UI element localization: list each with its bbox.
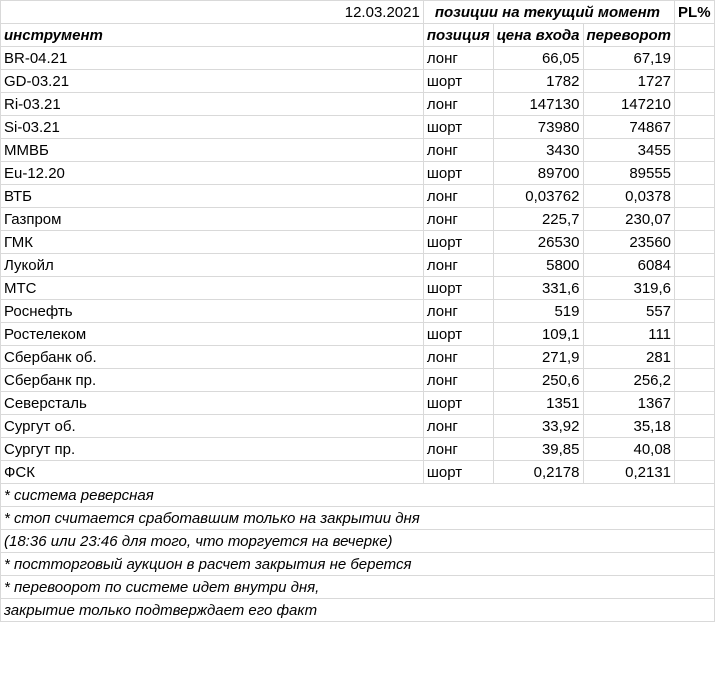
pl-cell[interactable] bbox=[675, 323, 715, 346]
instrument-cell[interactable]: Газпром bbox=[1, 208, 424, 231]
empty-cell[interactable] bbox=[675, 530, 715, 553]
table-row bbox=[1, 346, 715, 369]
table-row bbox=[1, 93, 715, 116]
flip-cell[interactable]: 23560 bbox=[583, 231, 675, 254]
table-row bbox=[1, 47, 715, 70]
position-cell[interactable]: лонг bbox=[423, 346, 493, 369]
position-cell[interactable]: шорт bbox=[423, 277, 493, 300]
table-row bbox=[1, 415, 715, 438]
col-pl-empty[interactable] bbox=[675, 24, 715, 47]
note-text[interactable]: * стоп считается сработавшим только на закрытии дня bbox=[1, 507, 424, 530]
pl-cell[interactable] bbox=[675, 438, 715, 461]
note-text[interactable]: (18:36 или 23:46 для того, что торгуется на вечерке) bbox=[1, 530, 424, 553]
position-cell[interactable]: лонг bbox=[423, 208, 493, 231]
empty-cell[interactable] bbox=[583, 576, 675, 599]
pl-header-cell[interactable]: PL% bbox=[675, 1, 715, 24]
position-cell[interactable]: лонг bbox=[423, 185, 493, 208]
empty-cell[interactable] bbox=[493, 553, 583, 576]
empty-cell[interactable] bbox=[675, 576, 715, 599]
flip-cell[interactable]: 40,08 bbox=[583, 438, 675, 461]
table-row bbox=[1, 139, 715, 162]
position-cell[interactable]: лонг bbox=[423, 438, 493, 461]
pl-cell[interactable] bbox=[675, 47, 715, 70]
table-row bbox=[1, 392, 715, 415]
note-text[interactable]: * система реверсная bbox=[1, 484, 424, 507]
instrument-cell[interactable]: Ростелеком bbox=[1, 323, 424, 346]
table-row bbox=[1, 277, 715, 300]
flip-cell[interactable]: 67,19 bbox=[583, 47, 675, 70]
note-text[interactable]: * постторговый аукцион в расчет закрытия не берется bbox=[1, 553, 424, 576]
flip-cell[interactable]: 0,0378 bbox=[583, 185, 675, 208]
pl-cell[interactable] bbox=[675, 415, 715, 438]
instrument-cell[interactable]: Северсталь bbox=[1, 392, 424, 415]
flip-cell[interactable]: 256,2 bbox=[583, 369, 675, 392]
pl-cell[interactable] bbox=[675, 139, 715, 162]
flip-cell[interactable]: 0,2131 bbox=[583, 461, 675, 484]
empty-cell[interactable] bbox=[675, 507, 715, 530]
position-cell[interactable]: шорт bbox=[423, 116, 493, 139]
position-cell[interactable]: шорт bbox=[423, 461, 493, 484]
empty-cell[interactable] bbox=[583, 530, 675, 553]
empty-cell[interactable] bbox=[423, 507, 493, 530]
empty-cell[interactable] bbox=[423, 599, 493, 622]
empty-cell[interactable] bbox=[493, 599, 583, 622]
empty-cell[interactable] bbox=[493, 507, 583, 530]
entry-price-cell[interactable]: 73980 bbox=[493, 116, 583, 139]
pl-cell[interactable] bbox=[675, 208, 715, 231]
flip-cell[interactable]: 281 bbox=[583, 346, 675, 369]
flip-cell[interactable]: 1367 bbox=[583, 392, 675, 415]
pl-cell[interactable] bbox=[675, 70, 715, 93]
entry-price-cell[interactable]: 109,1 bbox=[493, 323, 583, 346]
entry-price-cell[interactable]: 0,03762 bbox=[493, 185, 583, 208]
instrument-cell[interactable]: Сбербанк об. bbox=[1, 346, 424, 369]
entry-price-cell[interactable]: 0,2178 bbox=[493, 461, 583, 484]
flip-cell[interactable]: 6084 bbox=[583, 254, 675, 277]
instrument-cell[interactable]: Сбербанк пр. bbox=[1, 369, 424, 392]
note-row bbox=[1, 530, 715, 553]
entry-price-cell[interactable]: 1782 bbox=[493, 70, 583, 93]
instrument-cell[interactable]: Роснефть bbox=[1, 300, 424, 323]
entry-price-cell[interactable]: 250,6 bbox=[493, 369, 583, 392]
flip-cell[interactable]: 74867 bbox=[583, 116, 675, 139]
flip-cell[interactable]: 1727 bbox=[583, 70, 675, 93]
entry-price-cell[interactable]: 225,7 bbox=[493, 208, 583, 231]
position-cell[interactable]: шорт bbox=[423, 323, 493, 346]
position-cell[interactable]: лонг bbox=[423, 139, 493, 162]
columns-row bbox=[1, 24, 715, 47]
table-row bbox=[1, 438, 715, 461]
pl-cell[interactable] bbox=[675, 93, 715, 116]
empty-cell[interactable] bbox=[583, 553, 675, 576]
table-row bbox=[1, 70, 715, 93]
empty-cell[interactable] bbox=[675, 599, 715, 622]
empty-cell[interactable] bbox=[493, 530, 583, 553]
pl-cell[interactable] bbox=[675, 162, 715, 185]
empty-cell[interactable] bbox=[423, 530, 493, 553]
position-cell[interactable]: лонг bbox=[423, 47, 493, 70]
instrument-cell[interactable]: Si-03.21 bbox=[1, 116, 424, 139]
flip-cell[interactable]: 3455 bbox=[583, 139, 675, 162]
position-cell[interactable]: лонг bbox=[423, 415, 493, 438]
entry-price-cell[interactable]: 66,05 bbox=[493, 47, 583, 70]
note-row bbox=[1, 507, 715, 530]
pl-cell[interactable] bbox=[675, 461, 715, 484]
position-cell[interactable]: шорт bbox=[423, 231, 493, 254]
table-row bbox=[1, 231, 715, 254]
entry-price-cell[interactable]: 271,9 bbox=[493, 346, 583, 369]
note-row bbox=[1, 484, 715, 507]
title-cell[interactable]: позиции на текущий момент bbox=[423, 1, 674, 24]
instrument-cell[interactable]: ФСК bbox=[1, 461, 424, 484]
instrument-cell[interactable]: ММВБ bbox=[1, 139, 424, 162]
flip-cell[interactable]: 557 bbox=[583, 300, 675, 323]
instrument-cell[interactable]: МТС bbox=[1, 277, 424, 300]
empty-cell[interactable] bbox=[493, 484, 583, 507]
entry-price-cell[interactable]: 33,92 bbox=[493, 415, 583, 438]
note-text[interactable]: * перевоорот по системе идет внутри дня, bbox=[1, 576, 424, 599]
pl-cell[interactable] bbox=[675, 300, 715, 323]
col-position[interactable]: позиция bbox=[423, 24, 493, 47]
position-cell[interactable]: лонг bbox=[423, 254, 493, 277]
note-text[interactable]: закрытие только подтверждает его факт bbox=[1, 599, 424, 622]
position-cell[interactable]: шорт bbox=[423, 162, 493, 185]
instrument-cell[interactable]: ВТБ bbox=[1, 185, 424, 208]
table-row bbox=[1, 208, 715, 231]
entry-price-cell[interactable]: 1351 bbox=[493, 392, 583, 415]
pl-cell[interactable] bbox=[675, 277, 715, 300]
instrument-cell[interactable]: Сургут об. bbox=[1, 415, 424, 438]
empty-cell[interactable] bbox=[583, 599, 675, 622]
table-row bbox=[1, 162, 715, 185]
note-row bbox=[1, 599, 715, 622]
empty-cell[interactable] bbox=[423, 553, 493, 576]
pl-cell[interactable] bbox=[675, 254, 715, 277]
entry-price-cell[interactable]: 5800 bbox=[493, 254, 583, 277]
pl-cell[interactable] bbox=[675, 369, 715, 392]
instrument-cell[interactable]: Лукойл bbox=[1, 254, 424, 277]
instrument-cell[interactable]: Eu-12.20 bbox=[1, 162, 424, 185]
empty-cell[interactable] bbox=[493, 576, 583, 599]
col-flip[interactable]: переворот bbox=[583, 24, 675, 47]
instrument-cell[interactable]: BR-04.21 bbox=[1, 47, 424, 70]
entry-price-cell[interactable]: 147130 bbox=[493, 93, 583, 116]
entry-price-cell[interactable]: 26530 bbox=[493, 231, 583, 254]
empty-cell[interactable] bbox=[423, 576, 493, 599]
position-cell[interactable]: шорт bbox=[423, 392, 493, 415]
instrument-cell[interactable]: Сургут пр. bbox=[1, 438, 424, 461]
empty-cell[interactable] bbox=[423, 484, 493, 507]
entry-price-cell[interactable]: 39,85 bbox=[493, 438, 583, 461]
flip-cell[interactable]: 111 bbox=[583, 323, 675, 346]
pl-cell[interactable] bbox=[675, 231, 715, 254]
entry-price-cell[interactable]: 89700 bbox=[493, 162, 583, 185]
note-row bbox=[1, 553, 715, 576]
pl-cell[interactable] bbox=[675, 346, 715, 369]
header-row bbox=[1, 1, 715, 24]
note-row bbox=[1, 576, 715, 599]
entry-price-cell[interactable]: 331,6 bbox=[493, 277, 583, 300]
pl-cell[interactable] bbox=[675, 116, 715, 139]
instrument-cell[interactable]: ГМК bbox=[1, 231, 424, 254]
date-cell[interactable]: 12.03.2021 bbox=[1, 1, 424, 24]
flip-cell[interactable]: 147210 bbox=[583, 93, 675, 116]
instrument-cell[interactable]: GD-03.21 bbox=[1, 70, 424, 93]
flip-cell[interactable]: 89555 bbox=[583, 162, 675, 185]
empty-cell[interactable] bbox=[675, 484, 715, 507]
empty-cell[interactable] bbox=[675, 553, 715, 576]
pl-cell[interactable] bbox=[675, 185, 715, 208]
pl-cell[interactable] bbox=[675, 392, 715, 415]
table-row bbox=[1, 323, 715, 346]
instrument-cell[interactable]: Ri-03.21 bbox=[1, 93, 424, 116]
position-cell[interactable]: лонг bbox=[423, 300, 493, 323]
col-entry-price[interactable]: цена входа bbox=[493, 24, 583, 47]
table-row bbox=[1, 254, 715, 277]
flip-cell[interactable]: 230,07 bbox=[583, 208, 675, 231]
table-row bbox=[1, 116, 715, 139]
col-instrument[interactable]: инструмент bbox=[1, 24, 424, 47]
position-cell[interactable]: лонг bbox=[423, 369, 493, 392]
entry-price-cell[interactable]: 3430 bbox=[493, 139, 583, 162]
position-cell[interactable]: шорт bbox=[423, 70, 493, 93]
table-row bbox=[1, 300, 715, 323]
entry-price-cell[interactable]: 519 bbox=[493, 300, 583, 323]
table-row bbox=[1, 369, 715, 392]
empty-cell[interactable] bbox=[583, 507, 675, 530]
table-row bbox=[1, 185, 715, 208]
position-cell[interactable]: лонг bbox=[423, 93, 493, 116]
table-row bbox=[1, 461, 715, 484]
flip-cell[interactable]: 319,6 bbox=[583, 277, 675, 300]
empty-cell[interactable] bbox=[583, 484, 675, 507]
flip-cell[interactable]: 35,18 bbox=[583, 415, 675, 438]
